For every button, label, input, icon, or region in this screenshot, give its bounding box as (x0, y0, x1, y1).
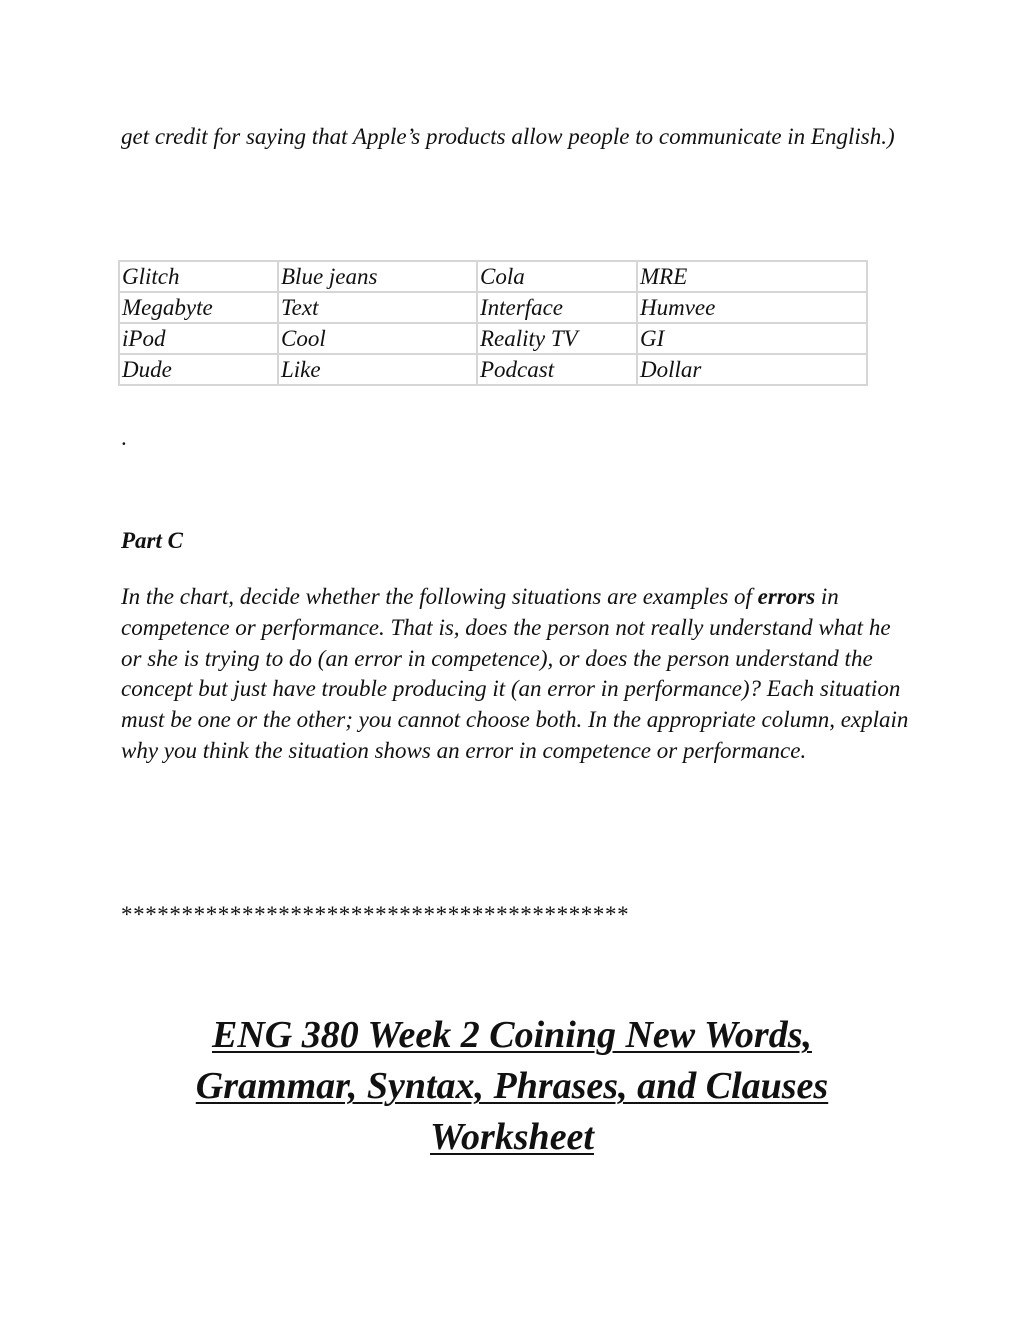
instructions-text: In the chart, decide whether the following situations are examples of (121, 584, 758, 609)
table-cell: Text (278, 292, 477, 323)
title-line: Worksheet (430, 1116, 594, 1158)
table-cell: Interface (477, 292, 637, 323)
table-cell: iPod (119, 323, 278, 354)
stray-period: . (121, 425, 127, 450)
part-c-instructions (121, 582, 911, 767)
table-cell: Megabyte (119, 292, 278, 323)
title-line: Grammar, Syntax, Phrases, and Clauses (195, 1065, 829, 1107)
document-title (112, 1010, 912, 1163)
asterisk-separator: ****************************************** (121, 902, 630, 927)
intro-paragraph: get credit for saying that Apple’s products allow people to communicate in English.) (121, 124, 895, 149)
table-cell: Cola (477, 261, 637, 292)
table-cell: Blue jeans (278, 261, 477, 292)
table-cell: Like (278, 354, 477, 385)
table-cell: Podcast (477, 354, 637, 385)
instructions-text: in competence or performance. That is, does the person not really understand what he or she is trying to do (an error in competence), or does the person understand the concept but just have trouble producing it (an error in performance)? Each situation must be one or the other; you cannot choose both. In the appropriate column, explain why you think the situation shows an error in competence or performance. (121, 584, 909, 763)
table-cell: Dollar (637, 354, 867, 385)
table-cell: GI (637, 323, 867, 354)
table-row (119, 354, 867, 385)
table-cell: Humvee (637, 292, 867, 323)
table-row (119, 292, 867, 323)
title-line: ENG 380 Week 2 Coining New Words, (212, 1014, 812, 1056)
table-cell: Glitch (119, 261, 278, 292)
part-c-heading: Part C (121, 528, 183, 553)
table-row (119, 323, 867, 354)
instructions-emphasis: errors (757, 584, 816, 609)
table-cell: Reality TV (477, 323, 637, 354)
table-cell: Cool (278, 323, 477, 354)
table-cell: Dude (119, 354, 278, 385)
table-cell: MRE (637, 261, 867, 292)
table-row (119, 261, 867, 292)
words-table (118, 260, 868, 386)
